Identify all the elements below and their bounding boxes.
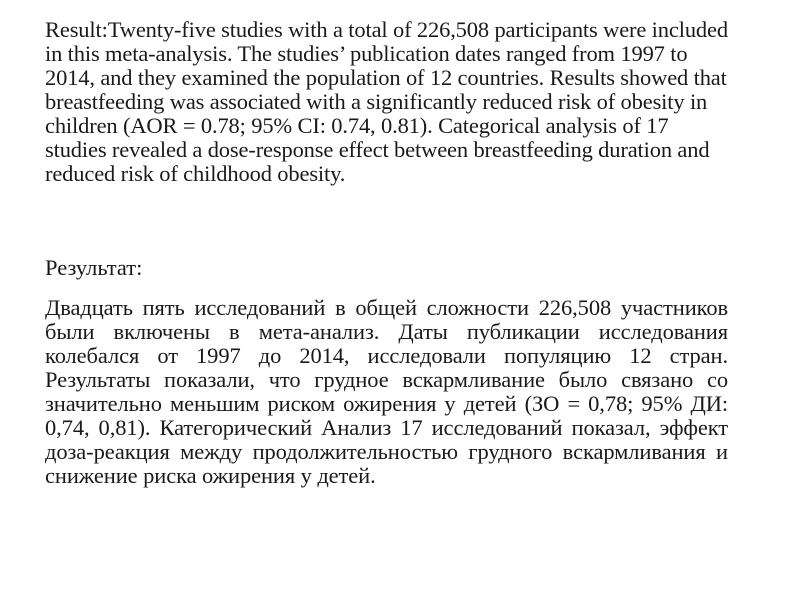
english-result-paragraph: Result:Twenty-five studies with a total of 226,508 participants were included in this meta-analysis. The studies’ publication dates ranged from 1997 to 2014, and they examined the population of 12 countries. Results showed that breastfeeding was associated with a significantly reduced risk of obesity in children (AOR = 0.78; 95% CI: 0.74, 0.81). Categorical analysis of 17 studies revealed a dose-response effect between breastfeeding duration and reduced risk of childhood obesity. (45, 17, 728, 186)
russian-result-heading: Результат: (45, 255, 143, 280)
russian-result-paragraph: Двадцать пять исследований в общей сложности 226,508 участников были включены в мета-анализ. Даты публикации исследования колебался от 1997 до 2014, исследовали популяцию 12 стран. Результаты показали, что грудное вскармливание было связано со значительно меньшим риском ожирения у детей (ЗО = 0,78; 95% ДИ: 0,74, 0,81). Категорический Анализ 17 исследований показал, эффект доза-реакция между продолжительностью грудного вскармливания и снижение риска ожирения у детей. (45, 295, 728, 488)
